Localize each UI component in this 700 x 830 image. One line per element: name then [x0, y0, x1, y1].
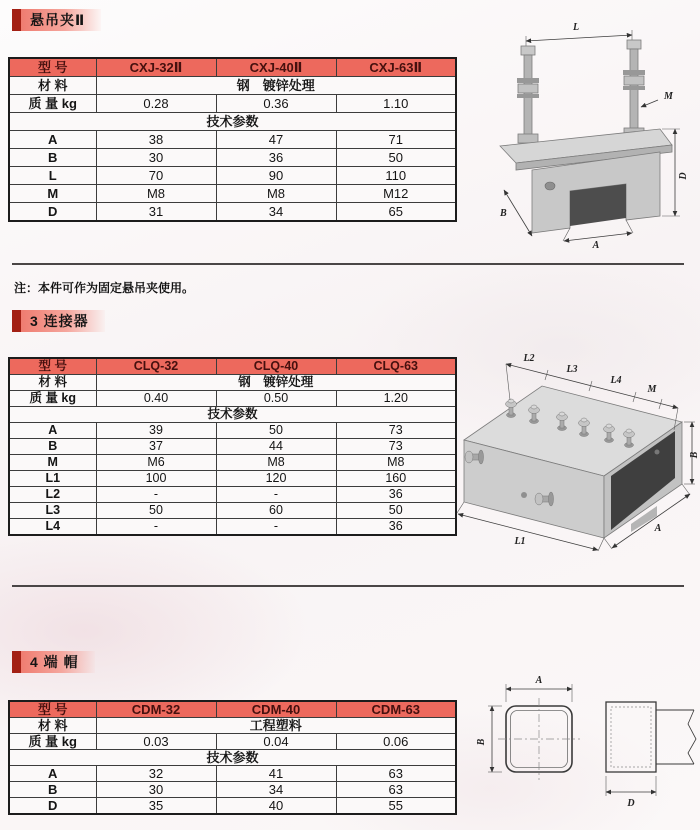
dim-label-b: B	[476, 738, 487, 746]
cell: 30	[96, 782, 216, 798]
dim-label: B	[9, 782, 96, 798]
cell: 0.06	[336, 734, 456, 750]
material-label: 材 料	[9, 718, 96, 734]
dim-label-d: D	[627, 798, 635, 809]
dim-label-b: B	[500, 208, 507, 219]
section-title-suspension-clamp: 悬吊夹Ⅱ	[12, 9, 101, 31]
cell: M8	[336, 455, 456, 471]
params-header: 技术参数	[9, 407, 456, 423]
dim-label-a: A	[654, 523, 662, 534]
table-row	[9, 167, 456, 185]
model-cell: CLQ-63	[336, 358, 456, 375]
cell: 50	[96, 503, 216, 519]
cell: 38	[96, 131, 216, 149]
table-row	[9, 734, 456, 750]
cell: M8	[216, 455, 336, 471]
table-row	[9, 391, 456, 407]
table-row	[9, 503, 456, 519]
bolt-left	[517, 46, 539, 143]
model-header: 型 号	[9, 358, 96, 375]
spec-table-end-cap	[8, 700, 457, 815]
dim-label-b: B	[689, 451, 700, 459]
table-row	[9, 766, 456, 782]
model-header: 型 号	[9, 58, 96, 77]
cell: M12	[336, 185, 456, 203]
table-row	[9, 798, 456, 815]
dim-label: L2	[9, 487, 96, 503]
cell: 40	[216, 798, 336, 815]
cell: 63	[336, 782, 456, 798]
table-row	[9, 718, 456, 734]
dim-label: M	[9, 185, 96, 203]
table-row	[9, 455, 456, 471]
dim-label-l: L	[572, 22, 580, 33]
bolt-right	[623, 40, 645, 141]
dim-label: M	[9, 455, 96, 471]
side-bolt	[545, 182, 555, 190]
cell: M8	[96, 185, 216, 203]
tube-break-line	[688, 710, 696, 764]
cell: 50	[216, 423, 336, 439]
table-row	[9, 185, 456, 203]
end-cap-figure	[476, 658, 700, 826]
table-row	[9, 358, 456, 375]
dim-label-m: M	[664, 91, 673, 102]
cell: 35	[96, 798, 216, 815]
material-value: 钢 镀锌处理	[96, 77, 456, 95]
cell: 120	[216, 471, 336, 487]
table-row	[9, 701, 456, 718]
dim-label: D	[9, 203, 96, 222]
model-cell: CLQ-32	[96, 358, 216, 375]
dim-label-l1: L1	[514, 536, 526, 547]
cell: 71	[336, 131, 456, 149]
connector-drawing	[452, 330, 700, 552]
cell: 73	[336, 423, 456, 439]
cell: -	[216, 519, 336, 536]
params-header: 技术参数	[9, 113, 456, 131]
cell: 73	[336, 439, 456, 455]
mass-label: 质 量 kg	[9, 391, 96, 407]
cell: M8	[216, 185, 336, 203]
dim-label-m: M	[647, 384, 657, 395]
table-row	[9, 423, 456, 439]
model-cell: CXJ-40Ⅱ	[216, 58, 336, 77]
cell: -	[96, 519, 216, 536]
model-cell: CDM-32	[96, 701, 216, 718]
cell: 32	[96, 766, 216, 782]
cell: 39	[96, 423, 216, 439]
cell: 50	[336, 503, 456, 519]
cell: 37	[96, 439, 216, 455]
section-divider	[12, 263, 684, 265]
cell: 41	[216, 766, 336, 782]
table-row	[9, 519, 456, 536]
dim-label: A	[9, 766, 96, 782]
params-header: 技术参数	[9, 750, 456, 766]
spec-table-suspension-clamp	[8, 57, 457, 222]
dim-label-a: A	[592, 240, 600, 250]
suspension-clamp-figure	[462, 10, 700, 250]
table-row	[9, 750, 456, 766]
cell: 0.28	[96, 95, 216, 113]
table-row	[9, 487, 456, 503]
dim-label: L4	[9, 519, 96, 536]
material-label: 材 料	[9, 77, 96, 95]
cell: M6	[96, 455, 216, 471]
cell: 110	[336, 167, 456, 185]
dim-label-l2: L2	[523, 353, 535, 364]
suspension-clamp-drawing	[462, 10, 700, 250]
cell: 0.36	[216, 95, 336, 113]
footnote: 注：本件可作为固定悬吊夹使用。	[14, 281, 195, 295]
cell: 60	[216, 503, 336, 519]
cell: 0.04	[216, 734, 336, 750]
cell: 50	[336, 149, 456, 167]
table-row	[9, 782, 456, 798]
dim-label: A	[9, 131, 96, 149]
model-cell: CXJ-63Ⅱ	[336, 58, 456, 77]
table-row	[9, 131, 456, 149]
cap-side-view	[606, 702, 656, 772]
connector-figure	[452, 330, 700, 552]
table-row	[9, 203, 456, 222]
cell: 70	[96, 167, 216, 185]
section-title-end-cap: 4 端 帽	[12, 651, 95, 673]
cell: 63	[336, 766, 456, 782]
dim-label-d: D	[678, 172, 689, 180]
cell: 31	[96, 203, 216, 222]
table-row	[9, 95, 456, 113]
dim-label: A	[9, 423, 96, 439]
cell: 44	[216, 439, 336, 455]
table-row	[9, 149, 456, 167]
section-divider	[12, 585, 684, 587]
cell: -	[96, 487, 216, 503]
cell: 1.20	[336, 391, 456, 407]
cell: 65	[336, 203, 456, 222]
end-cap-drawing	[476, 658, 700, 826]
cell: 0.03	[96, 734, 216, 750]
cell: 160	[336, 471, 456, 487]
model-cell: CDM-63	[336, 701, 456, 718]
dim-label-a: A	[535, 675, 543, 686]
dim-label-l3: L3	[566, 364, 578, 375]
cell: 100	[96, 471, 216, 487]
cell: 47	[216, 131, 336, 149]
table-row	[9, 375, 456, 391]
cell: 0.50	[216, 391, 336, 407]
table-row	[9, 439, 456, 455]
dim-label: B	[9, 149, 96, 167]
table-row	[9, 77, 456, 95]
dim-label: B	[9, 439, 96, 455]
material-label: 材 料	[9, 375, 96, 391]
spec-table-connector	[8, 357, 457, 536]
cell: 34	[216, 782, 336, 798]
table-row	[9, 113, 456, 131]
section-title-connector: 3 连接器	[12, 310, 105, 332]
dim-label: L1	[9, 471, 96, 487]
cell: -	[216, 487, 336, 503]
dim-label: L3	[9, 503, 96, 519]
table-row	[9, 58, 456, 77]
model-cell: CDM-40	[216, 701, 336, 718]
mass-label: 质 量 kg	[9, 734, 96, 750]
material-value: 钢 镀锌处理	[96, 375, 456, 391]
table-row	[9, 407, 456, 423]
dim-label-l4: L4	[610, 375, 622, 386]
dim-label: L	[9, 167, 96, 185]
cell: 55	[336, 798, 456, 815]
cell: 1.10	[336, 95, 456, 113]
cell: 0.40	[96, 391, 216, 407]
cell: 36	[336, 519, 456, 536]
dim-label: D	[9, 798, 96, 815]
material-value: 工程塑料	[96, 718, 456, 734]
model-cell: CLQ-40	[216, 358, 336, 375]
model-cell: CXJ-32Ⅱ	[96, 58, 216, 77]
model-header: 型 号	[9, 701, 96, 718]
table-row	[9, 471, 456, 487]
cell: 36	[336, 487, 456, 503]
cell: 34	[216, 203, 336, 222]
cell: 36	[216, 149, 336, 167]
cell: 90	[216, 167, 336, 185]
cell: 30	[96, 149, 216, 167]
mass-label: 质 量 kg	[9, 95, 96, 113]
